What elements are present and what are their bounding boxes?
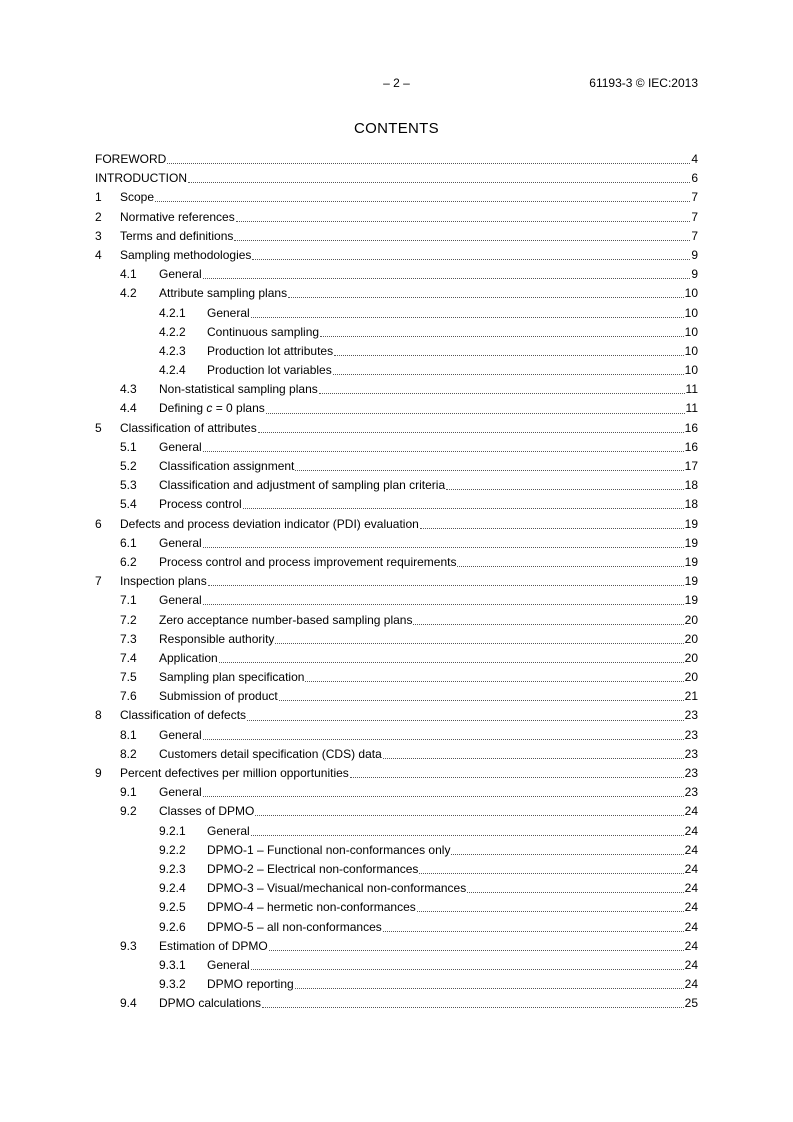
toc-entry-label: Percent defectives per million opportunities	[120, 766, 349, 780]
toc-entry[interactable]	[95, 495, 698, 514]
toc-entry-number: 9.2	[120, 804, 137, 819]
dot-leader	[275, 643, 683, 644]
toc-entry-number: 4.2.4	[159, 363, 186, 378]
toc-entry-label: Normative references	[120, 209, 235, 224]
document-id: 61193-3 © IEC:2013	[589, 76, 698, 90]
toc-entry-number: 3	[95, 228, 102, 243]
toc-entry-number: 4.3	[120, 382, 137, 397]
dot-leader	[258, 432, 684, 433]
dot-leader	[243, 508, 684, 509]
dot-leader	[203, 739, 684, 740]
dot-leader	[219, 662, 684, 663]
toc-entry-label: Estimation of DPMO	[159, 938, 268, 953]
toc-entry[interactable]	[95, 399, 698, 418]
toc-entry-label: DPMO-2 – Electrical non-conformances	[207, 861, 419, 876]
toc-entry-number: 1	[95, 190, 102, 205]
toc-entry-page: 23	[684, 708, 698, 723]
toc-entry-number: 4.4	[120, 401, 137, 416]
page-title: CONTENTS	[354, 120, 439, 137]
toc-entry-label: Scope	[120, 190, 155, 205]
toc-entry[interactable]	[95, 956, 698, 975]
toc-entry-number: 4.2.1	[159, 305, 186, 320]
dot-leader	[288, 297, 684, 298]
toc-entry-number: 7.4	[120, 650, 137, 665]
dot-leader	[383, 758, 684, 759]
toc-entry-number: 4.1	[120, 267, 137, 282]
toc-entry-number: 2	[95, 209, 102, 224]
dot-leader	[203, 451, 684, 452]
dot-leader	[251, 969, 684, 970]
toc-entry-page: 20	[684, 631, 698, 646]
toc-entry-label: Classification of defects	[120, 708, 247, 723]
toc-entry-label: Terms and definitions	[120, 228, 234, 243]
toc-entry-label: Sampling methodologies	[120, 247, 252, 262]
toc-entry-number: 9.2.6	[159, 919, 186, 934]
dot-leader	[251, 835, 684, 836]
toc-entry-number: 5	[95, 420, 102, 435]
dot-leader	[234, 240, 690, 241]
dot-leader	[320, 336, 684, 337]
dot-leader	[350, 777, 684, 778]
dot-leader	[413, 624, 683, 625]
toc-entry[interactable]	[95, 361, 698, 380]
toc-entry-number: 4	[95, 247, 102, 262]
toc-entry-number: 9.4	[120, 996, 137, 1011]
toc-entry-page: 24	[684, 919, 698, 934]
toc-entry-label: Defining c = 0 plans	[159, 401, 265, 416]
toc-entry-number: 7	[95, 574, 102, 589]
toc-entry-page: 10	[684, 324, 698, 339]
toc-entry-page: 18	[684, 497, 698, 512]
dot-leader	[255, 815, 683, 816]
dot-leader	[251, 317, 684, 318]
toc-entry-page: 6	[691, 171, 698, 186]
toc-entry-label: Defects and process deviation indicator (PDI) evaluation	[120, 516, 419, 531]
toc-entry-page: 4	[691, 152, 698, 166]
dot-leader	[451, 854, 683, 855]
toc-entry-page: 10	[684, 305, 698, 320]
toc-entry-page: 23	[684, 766, 698, 780]
toc-entry-label: DPMO-5 – all non-conformances	[207, 919, 382, 934]
toc-entry-page: 19	[684, 574, 698, 589]
toc-entry-page: 16	[684, 420, 698, 435]
toc-entry[interactable]	[95, 802, 698, 821]
toc-entry-label: DPMO-3 – Visual/mechanical non-conformances	[207, 881, 467, 896]
toc-entry-label: General	[207, 957, 250, 972]
toc-entry-number: 9.3.1	[159, 957, 186, 972]
toc-entry[interactable]	[95, 265, 698, 284]
toc-entry-label: General	[159, 439, 202, 454]
toc-entry-page: 24	[684, 861, 698, 876]
toc-entry-number: 4.2.3	[159, 343, 186, 358]
toc-entry[interactable]	[95, 591, 698, 610]
toc-entry-page: 23	[684, 785, 698, 800]
toc-entry-number: 9.2.5	[159, 900, 186, 915]
toc-entry-number: 7.5	[120, 670, 137, 685]
toc-entry[interactable]	[95, 937, 698, 956]
page-number: – 2 –	[383, 76, 410, 90]
toc-entry[interactable]	[95, 457, 698, 476]
toc-entry-label: FOREWORD	[95, 152, 167, 166]
dot-leader	[420, 528, 684, 529]
toc-entry-label: DPMO calculations	[159, 996, 262, 1011]
toc-entry-number: 6.2	[120, 554, 137, 569]
toc-entry[interactable]	[95, 611, 698, 630]
toc-entry-page: 19	[684, 516, 698, 531]
toc-entry[interactable]	[95, 438, 698, 457]
page-header	[95, 76, 698, 94]
dot-leader	[269, 950, 684, 951]
toc-entry-label: Process control and process improvement requirements	[159, 554, 457, 569]
dot-leader	[203, 604, 684, 605]
dot-leader	[305, 681, 683, 682]
toc-entry-page: 20	[684, 670, 698, 685]
toc-entry[interactable]	[95, 380, 698, 399]
toc-entry[interactable]	[95, 323, 698, 342]
toc-entry[interactable]	[95, 630, 698, 649]
toc-entry-page: 18	[684, 478, 698, 493]
toc-entry-number: 9.1	[120, 785, 137, 800]
toc-entry-label: Submission of product	[159, 689, 278, 704]
toc-entry[interactable]	[95, 304, 698, 323]
dot-leader	[295, 988, 684, 989]
toc-entry[interactable]	[95, 706, 698, 725]
toc-entry-page: 7	[691, 228, 698, 243]
toc-entry-label: INTRODUCTION	[95, 171, 187, 186]
toc-entry[interactable]	[95, 169, 698, 188]
toc-entry-label: Classes of DPMO	[159, 804, 255, 819]
toc-entry-page: 24	[684, 977, 698, 992]
toc-entry-page: 21	[684, 689, 698, 704]
dot-leader	[203, 796, 684, 797]
toc-entry-label: Continuous sampling	[207, 324, 320, 339]
dot-leader	[446, 489, 683, 490]
dot-leader	[279, 700, 684, 701]
toc-entry[interactable]	[95, 515, 698, 534]
toc-entry[interactable]	[95, 476, 698, 495]
toc-entry-page: 20	[684, 650, 698, 665]
toc-entry-number: 7.3	[120, 631, 137, 646]
toc-entry-page: 19	[684, 593, 698, 608]
toc-entry[interactable]	[95, 284, 698, 303]
toc-entry-page: 7	[691, 209, 698, 224]
toc-entry-page: 24	[684, 804, 698, 819]
toc-entry[interactable]	[95, 764, 698, 783]
toc-entry-page: 11	[685, 382, 698, 397]
toc-entry-page: 19	[684, 554, 698, 569]
toc-entry-label: DPMO-1 – Functional non-conformances only	[207, 842, 451, 857]
toc-entry[interactable]	[95, 994, 698, 1013]
toc-entry-number: 9.2.3	[159, 861, 186, 876]
toc-entry-number: 8	[95, 708, 102, 723]
toc-entry[interactable]	[95, 879, 698, 898]
dot-leader	[467, 892, 683, 893]
toc-entry-number: 9.2.4	[159, 881, 186, 896]
toc-entry-page: 16	[684, 439, 698, 454]
toc-entry-label: Zero acceptance number-based sampling plans	[159, 612, 413, 627]
dot-leader	[188, 182, 690, 183]
dot-leader	[333, 374, 684, 375]
dot-leader	[417, 911, 684, 912]
dot-leader	[419, 873, 683, 874]
toc-entry[interactable]	[95, 822, 698, 841]
toc-entry-page: 10	[684, 286, 698, 301]
toc-entry-page: 10	[684, 363, 698, 378]
toc-entry[interactable]	[95, 975, 698, 994]
toc-entry-label: General	[159, 535, 202, 550]
toc-entry-label: Inspection plans	[120, 574, 207, 589]
toc-entry-label: General	[159, 267, 202, 282]
toc-entry-label: DPMO reporting	[207, 977, 294, 992]
toc-entry-page: 24	[684, 900, 698, 915]
toc-entry-label: Application	[159, 650, 218, 665]
dot-leader	[383, 931, 684, 932]
toc-entry[interactable]	[95, 572, 698, 591]
toc-entry-page: 24	[684, 842, 698, 857]
toc-entry-number: 5.3	[120, 478, 137, 493]
toc-entry-number: 7.1	[120, 593, 137, 608]
toc-entry-number: 9	[95, 766, 102, 780]
toc-entry-number: 7.2	[120, 612, 137, 627]
toc-entry-page: 7	[691, 190, 698, 205]
toc-entry[interactable]	[95, 208, 698, 227]
toc-entry-page: 10	[684, 343, 698, 358]
toc-entry[interactable]	[95, 898, 698, 917]
toc-entry-page: 25	[684, 996, 698, 1011]
table-of-contents	[95, 150, 698, 1013]
toc-entry[interactable]	[95, 745, 698, 764]
toc-entry-label: Process control	[159, 497, 242, 512]
toc-entry-page: 23	[684, 746, 698, 761]
toc-entry-label: Responsible authority	[159, 631, 275, 646]
toc-entry-page: 9	[691, 267, 698, 282]
toc-entry-label: General	[159, 727, 202, 742]
toc-entry[interactable]	[95, 668, 698, 687]
toc-entry-label: Production lot attributes	[207, 343, 334, 358]
dot-leader	[155, 201, 690, 202]
toc-entry-number: 5.4	[120, 497, 137, 512]
toc-entry-number: 4.2.2	[159, 324, 186, 339]
toc-entry-page: 17	[684, 459, 698, 473]
toc-entry-label: Classification assignment	[159, 459, 295, 473]
toc-entry-page: 24	[684, 823, 698, 838]
toc-entry[interactable]	[95, 649, 698, 668]
toc-entry-number: 8.2	[120, 746, 137, 761]
toc-entry-label: Sampling plan specification	[159, 670, 305, 685]
toc-entry-number: 7.6	[120, 689, 137, 704]
toc-entry-label: General	[207, 305, 250, 320]
toc-entry-number: 4.2	[120, 286, 137, 301]
toc-entry[interactable]	[95, 227, 698, 246]
dot-leader	[252, 259, 690, 260]
toc-entry-page: 11	[685, 401, 698, 416]
toc-entry[interactable]	[95, 342, 698, 361]
toc-entry[interactable]	[95, 419, 698, 438]
toc-entry-number: 8.1	[120, 727, 137, 742]
dot-leader	[203, 547, 684, 548]
toc-entry[interactable]	[95, 918, 698, 937]
toc-entry[interactable]	[95, 553, 698, 572]
toc-entry-page: 20	[684, 612, 698, 627]
dot-leader	[167, 163, 690, 164]
toc-entry-label: Classification of attributes	[120, 420, 257, 435]
toc-entry-label: Attribute sampling plans	[159, 286, 288, 301]
toc-entry-label: Non-statistical sampling plans	[159, 382, 318, 397]
toc-entry-page: 24	[684, 881, 698, 896]
dot-leader	[295, 470, 683, 471]
toc-entry-number: 9.3.2	[159, 977, 186, 992]
toc-entry-number: 9.2.1	[159, 823, 186, 838]
toc-entry-label: Customers detail specification (CDS) data	[159, 746, 382, 761]
dot-leader	[203, 278, 691, 279]
dot-leader	[247, 720, 684, 721]
toc-entry-number: 9.2.2	[159, 842, 186, 857]
dot-leader	[457, 566, 683, 567]
toc-entry-label: Classification and adjustment of sampling plan criteria	[159, 478, 446, 493]
toc-entry-page: 23	[684, 727, 698, 742]
toc-entry-number: 6.1	[120, 535, 137, 550]
dot-leader	[262, 1007, 684, 1008]
toc-entry-page: 24	[684, 938, 698, 953]
dot-leader	[208, 585, 684, 586]
toc-entry[interactable]	[95, 687, 698, 706]
toc-entry-label: DPMO-4 – hermetic non-conformances	[207, 900, 416, 915]
toc-entry-number: 9.3	[120, 938, 137, 953]
toc-entry[interactable]	[95, 246, 698, 265]
toc-entry[interactable]	[95, 188, 698, 207]
dot-leader	[266, 413, 685, 414]
toc-entry-label: General	[159, 593, 202, 608]
toc-entry-page: 19	[684, 535, 698, 550]
toc-entry-label: General	[159, 785, 202, 800]
toc-entry-label: Production lot variables	[207, 363, 332, 378]
toc-entry-page: 24	[684, 957, 698, 972]
toc-entry[interactable]	[95, 534, 698, 553]
dot-leader	[236, 221, 691, 222]
toc-entry[interactable]	[95, 726, 698, 745]
toc-entry[interactable]	[95, 841, 698, 860]
toc-entry-number: 5.2	[120, 459, 137, 473]
dot-leader	[334, 355, 684, 356]
dot-leader	[319, 393, 685, 394]
toc-entry-number: 5.1	[120, 439, 137, 454]
toc-entry-number: 6	[95, 516, 102, 531]
toc-entry[interactable]	[95, 860, 698, 879]
toc-entry[interactable]	[95, 150, 698, 169]
toc-entry-page: 9	[691, 247, 698, 262]
toc-entry[interactable]	[95, 783, 698, 802]
toc-entry-label: General	[207, 823, 250, 838]
